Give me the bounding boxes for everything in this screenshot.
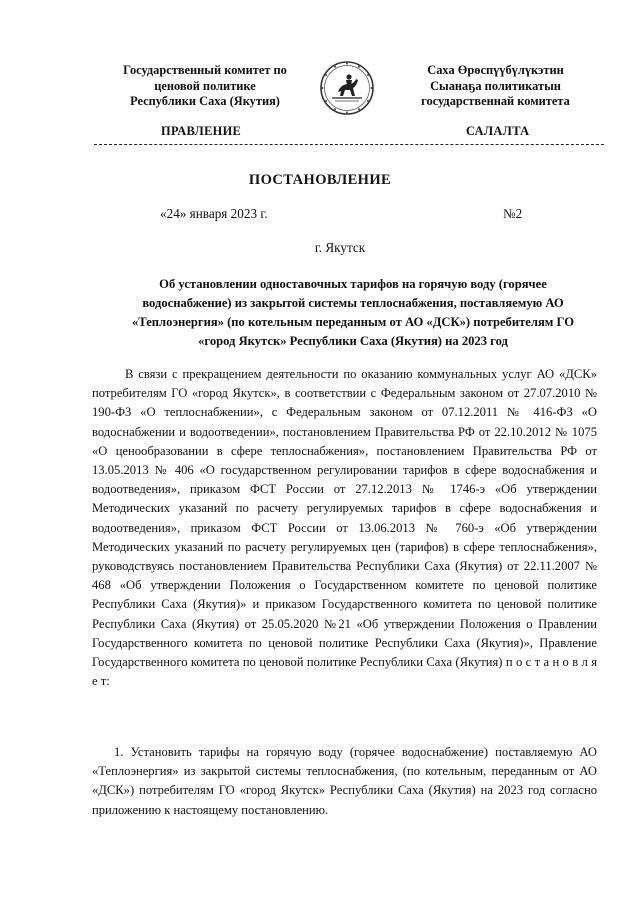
org-name-line: Республики Саха (Якутия) (130, 94, 280, 108)
document-type-heading: ПОСТАНОВЛЕНИЕ (248, 172, 392, 188)
header-separator (94, 144, 604, 145)
resolution-item-1: 1. Установить тарифы на горячую воду (горячее водоснабжение) поставляемую АО «Теплоэнергия» из закрытой системы теплоснабжения, (по котельным, переданным от АО «ДСК») потребителям ГО «город Якутск» Республики Саха (Якутия) на 2023 год согласно приложению к настоящему постановлению. (92, 745, 597, 817)
document-date: «24» января 2023 г. (160, 206, 268, 221)
division-label-russian: ПРАВЛЕНИЕ (161, 124, 242, 138)
title-line: Об установлении одноставочных тарифов на горячую воду (горячее (159, 277, 547, 291)
org-name-russian (100, 63, 310, 110)
org-name-line: Сыанаҕа политикатын (430, 78, 561, 93)
document-number: №2 (503, 206, 523, 221)
org-name-line: Саха Өрөспүүбүлүкэтин (427, 63, 564, 77)
org-name-yakut (398, 63, 593, 110)
preamble-paragraph: В связи с прекращением деятельности по оказанию коммунальных услуг АО «ДСК» потребителям ГО «город Якутск», в соответствии с Федеральным законом от 27.07.2010 № 190-ФЗ «О теплоснабжении», с Федеральным законом от 07.12.2011 № 416-ФЗ «О водоснабжении и водоотведении», постановлением Правительства РФ от 22.10.2012 № 1075 «О ценообразовании в сфере теплоснабжения», постановлением Правительства РФ от 13.05.2013 № 406 «О государственном регулировании тарифов в сфере водоснабжения и водоотведения», приказом ФСТ России от 27.12.2013 № 1746-э «Об утверждении Методических указаний по расчету регулируемых тарифов в сфере водоснабжения и водоотведения», приказом ФСТ России от 13.06.2013 № 760-э «Об утверждении Методических указаний по расчету регулируемых цен (тарифов) в сфере теплоснабжения», руководствуясь постановлением Правительства Республики Саха (Якутия) от 22.11.2007 № 468 «Об утверждении Положения о Государственном комитете по ценовой политике Республики Саха (Якутия)» и приказом Государственного комитета по ценовой политике Республики Саха (Якутия) от 25.05.2020 №21 «Об утверждении Положения о Правлении Государственного комитета по ценовой политике Республики Саха (Якутия)», Правление Государственного комитета по ценовой политике Республики Саха (Якутия) п о с т а н о в л я е т: (92, 367, 597, 689)
title-line: водоснабжение) из закрытой системы теплоснабжения, поставляемую АО (142, 296, 564, 310)
title-line: «Теплоэнергия» (по котельным переданным от АО «ДСК») потребителям ГО (131, 315, 574, 329)
title-line: «город Якутск» Республики Саха (Якутия) на 2023 год (198, 334, 508, 348)
org-name-line: ценовой политике (154, 78, 256, 93)
document-city: г. Якутск (314, 240, 366, 255)
org-name-line: Государственный комитет по (123, 63, 287, 77)
coat-of-arms-icon (318, 60, 376, 116)
division-label-yakut: САЛАЛТА (466, 124, 530, 138)
document-title (92, 275, 614, 351)
org-name-line: государственнай комитета (421, 94, 570, 108)
